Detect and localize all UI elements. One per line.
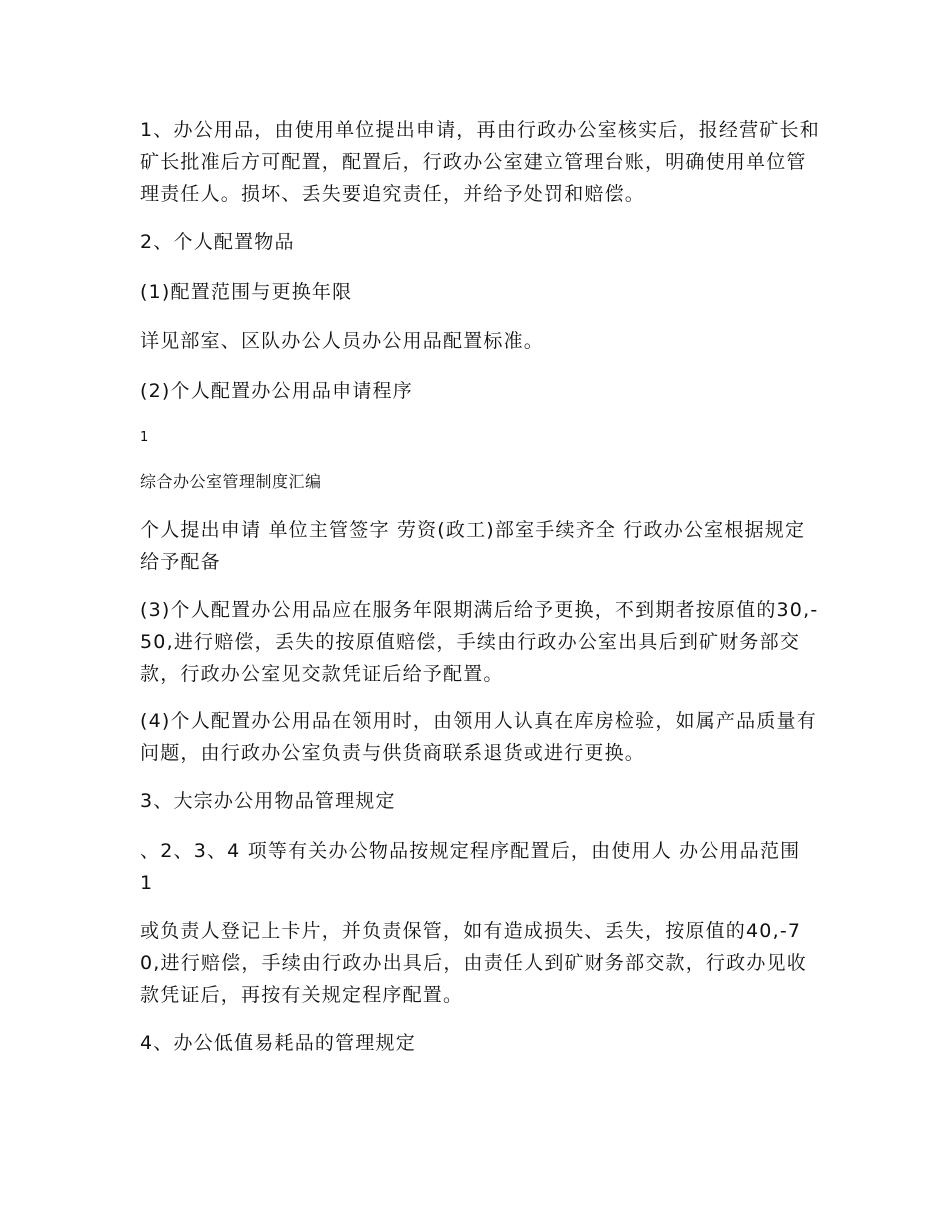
- heading-scope-and-replacement: (1)配置范围与更换年限: [140, 281, 353, 303]
- running-header: 综合办公室管理制度汇编: [140, 472, 322, 491]
- page-number: 1: [140, 430, 149, 445]
- heading-consumables: 4、办公低值易耗品的管理规定: [140, 1032, 416, 1054]
- heading-application-procedure: (2)个人配置办公用品申请程序: [140, 380, 413, 402]
- paragraph-replacement-rules: (3)个人配置办公用品应在服务年限期满后给予更换，不到期者按原值的30,-50,进行赔偿，丢失的按原值赔偿，手续由行政办公室出具后到矿财务部交款，行政办公室见交款凭证后给予配置。: [140, 599, 819, 685]
- heading-bulk-supplies: 3、大宗办公用物品管理规定: [140, 790, 396, 812]
- paragraph-see-standard: 详见部室、区队办公人员办公用品配置标准。: [140, 330, 545, 352]
- paragraph-office-supplies-application: 1、办公用品，由使用单位提出申请，再由行政办公室核实后，报经营矿长和矿长批准后方可配置，配置后，行政办公室建立管理台账，明确使用单位管理责任人。损坏、丢失要追究责任，并给予处罚和赔偿。: [140, 119, 820, 205]
- paragraph-inspection-rules: (4)个人配置办公用品在领用时，由领用人认真在库房检验，如属产品质量有问题，由行政办公室负责与供货商联系退货或进行更换。: [140, 710, 817, 764]
- heading-personal-items: 2、个人配置物品: [140, 231, 295, 253]
- paragraph-bulk-configuration: 、2、3、4 项等有关办公物品按规定程序配置后，由使用人 办公用品范围 1: [140, 840, 801, 894]
- paragraph-procedure-flow: 个人提出申请 单位主管签字 劳资(政工)部室手续齐全 行政办公室根据规定给予配备: [140, 519, 806, 573]
- paragraph-bulk-custody: 或负责人登记上卡片，并负责保管，如有造成损失、丢失，按原值的40,-70,进行赔偿，手续由行政办出具后，由责任人到矿财务部交款，行政办见收款凭证后，再按有关规定程序配置。: [140, 920, 807, 1006]
